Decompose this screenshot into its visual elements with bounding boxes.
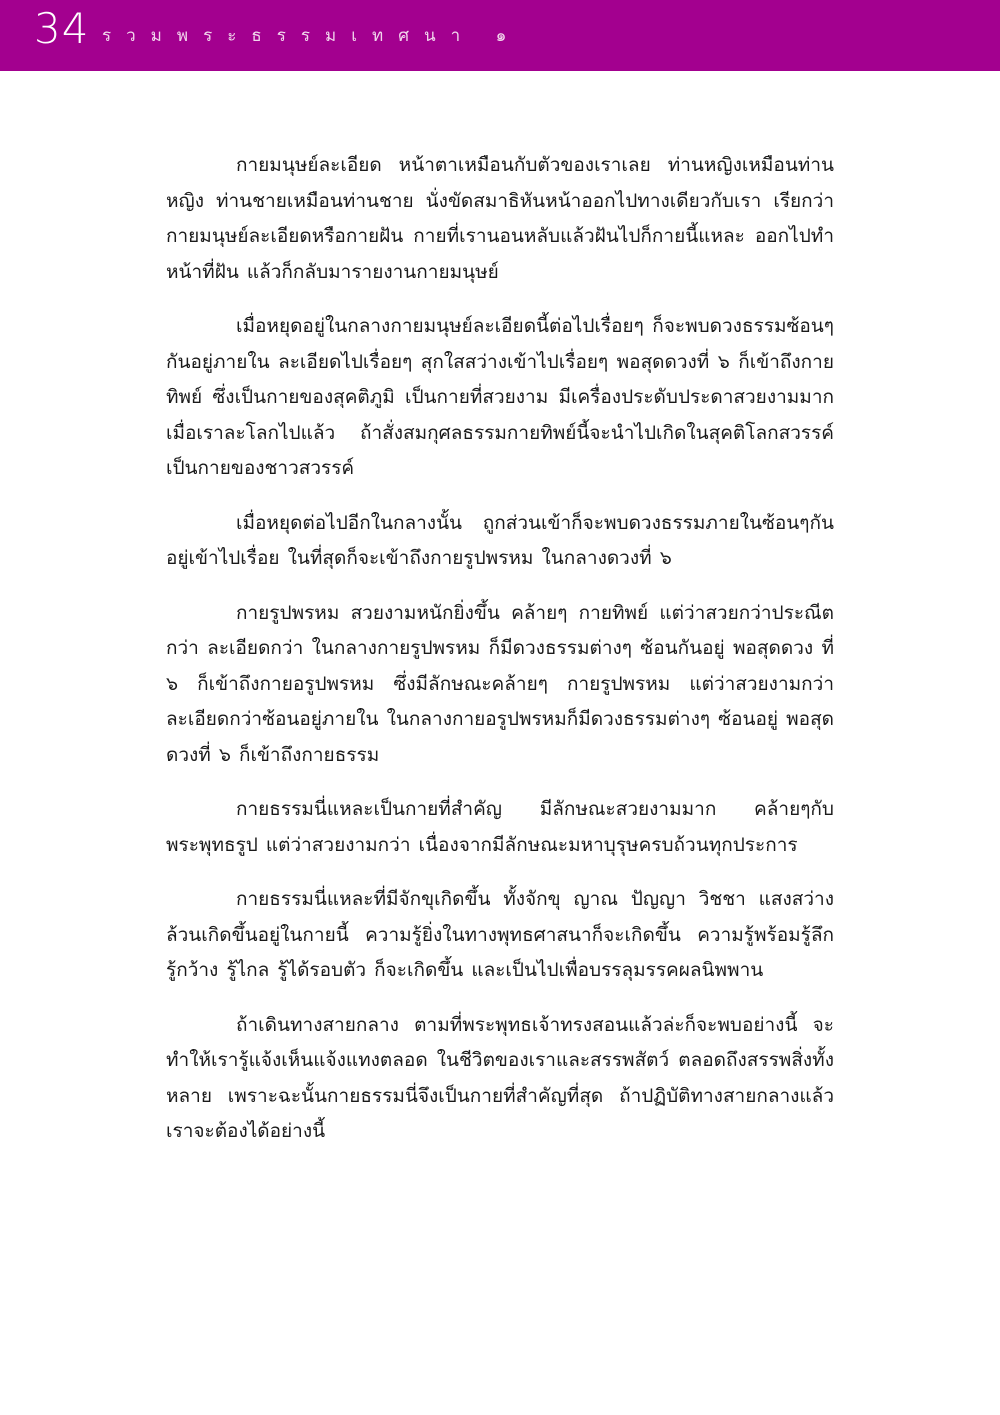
running-title: รวมพระธรรมเทศนา ๑ xyxy=(102,26,522,46)
paragraph-7: ถ้าเดินทางสายกลาง ตามที่พระพุทธเจ้าทรงสอนแล้วล่ะก็จะพบอย่างนี้ จะทำให้เรารู้แจ้งเห็นแจ้งแทงตลอด ในชีวิตของเราและสรรพสัตว์ ตลอดถึงสรรพสิ่งทั้งหลาย เพราะฉะนั้นกายธรรมนี่จึงเป็นกายที่สำคัญที่สุด ถ้าปฏิบัติทางสายกลางแล้ว เราจะต้องได้อย่างนี้ xyxy=(166,1013,834,1142)
page-header-band xyxy=(0,0,1000,71)
paragraph-3: เมื่อหยุดต่อไปอีกในกลางนั้น ถูกส่วนเข้าก็จะพบดวงธรรมภายในซ้อนๆกันอยู่เข้าไปเรื่อย ในที่สุดก็จะเข้าถึงกายรูปพรหม ในกลางดวงที่ ๖ xyxy=(166,511,834,569)
page-body xyxy=(166,148,834,1169)
paragraph-5: กายธรรมนี่แหละเป็นกายที่สำคัญ มีลักษณะสวยงามมาก คล้ายๆกับพระพุทธรูป แต่ว่าสวยงามกว่า เนื่องจากมีลักษณะมหาบุรุษครบถ้วนทุกประการ xyxy=(166,798,834,856)
paragraph-6: กายธรรมนี่แหละที่มีจักขุเกิดขึ้น ทั้งจักขุ ญาณ ปัญญา วิชชา แสงสว่างล้วนเกิดขึ้นอยู่ในกายนี้ ความรู้ยิ่งในทางพุทธศาสนาก็จะเกิดขึ้น ความรู้พร้อมรู้ลึก รู้กว้าง รู้ไกล รู้ได้รอบตัว ก็จะเกิดขึ้น และเป็นไปเพื่อบรรลุมรรคผลนิพพาน xyxy=(166,888,834,981)
page-number: 34 xyxy=(34,4,90,53)
paragraph-1: กายมนุษย์ละเอียด หน้าตาเหมือนกับตัวของเราเลย ท่านหญิงเหมือนท่านหญิง ท่านชายเหมือนท่านชาย นั่งขัดสมาธิหันหน้าออกไปทางเดียวกับเรา เรียกว่ากายมนุษย์ละเอียดหรือกายฝัน กายที่เรานอนหลับแล้วฝันไปก็กายนี้แหละ ออกไปทำหน้าที่ฝัน แล้วก็กลับมารายงานกายมนุษย์ xyxy=(166,154,834,283)
paragraph-4: กายรูปพรหม สวยงามหนักยิ่งขึ้น คล้ายๆ กายทิพย์ แต่ว่าสวยกว่าประณีตกว่า ละเอียดกว่า ในกลางกายรูปพรหม ก็มีดวงธรรมต่างๆ ซ้อนกันอยู่ พอสุดดวง ที่ ๖ ก็เข้าถึงกายอรูปพรหม ซึ่งมีลักษณะคล้ายๆ กายรูปพรหม แต่ว่าสวยงามกว่า ละเอียดกว่าซ้อนอยู่ภายใน ในกลางกายอรูปพรหมก็มีดวงธรรมต่างๆ ซ้อนอยู่ พอสุด ดวงที่ ๖ ก็เข้าถึงกายธรรม xyxy=(166,601,834,766)
paragraph-2: เมื่อหยุดอยู่ในกลางกายมนุษย์ละเอียดนี้ต่อไปเรื่อยๆ ก็จะพบดวงธรรมซ้อนๆ กันอยู่ภายใน ละเอียดไปเรื่อยๆ สุกใสสว่างเข้าไปเรื่อยๆ พอสุดดวงที่ ๖ ก็เข้าถึงกายทิพย์ ซึ่งเป็นกายของสุคติภูมิ เป็นกายที่สวยงาม มีเครื่องประดับประดาสวยงามมาก เมื่อเราละโลกไปแล้ว ถ้าสั่งสมกุศลธรรมกายทิพย์นี้จะนำไปเกิดในสุคติโลกสวรรค์ เป็นกายของชาวสวรรค์ xyxy=(166,315,834,479)
